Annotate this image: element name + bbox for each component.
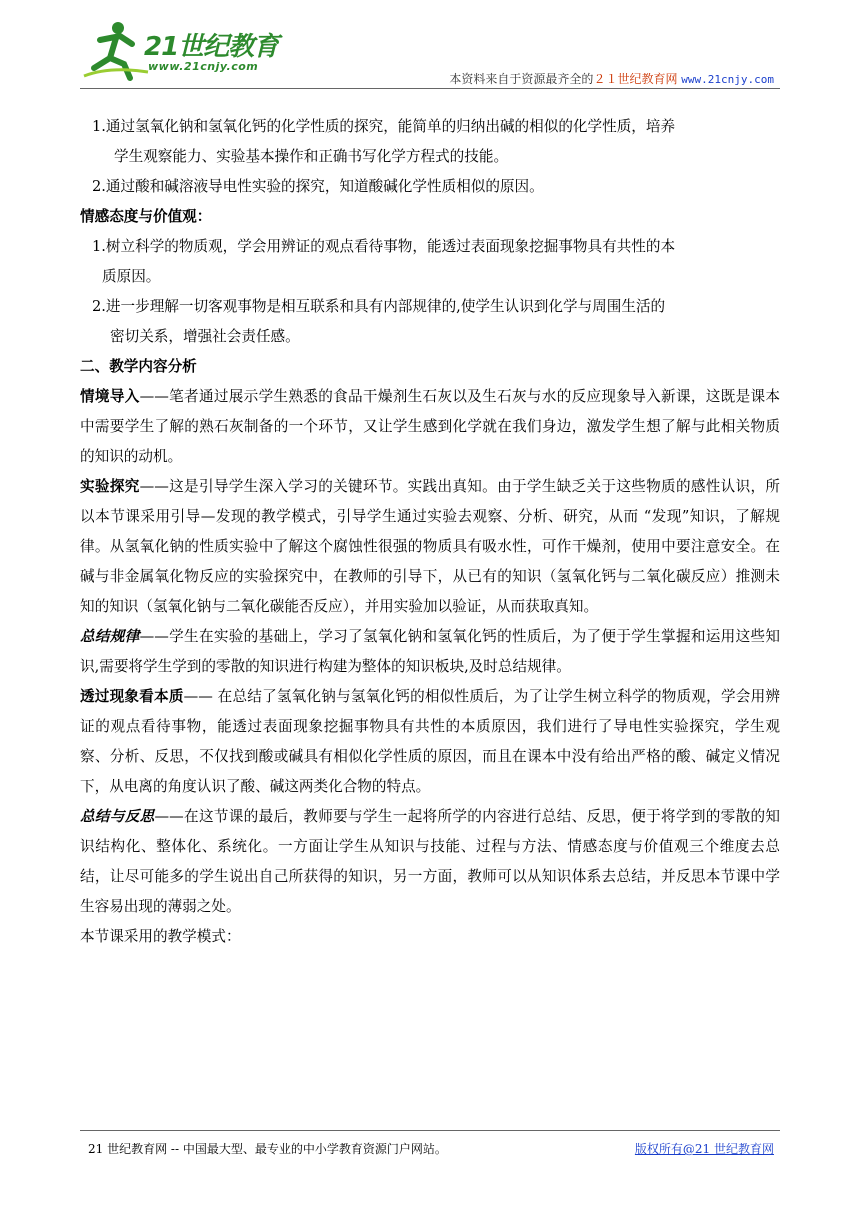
paragraph-keyword: 情境导入 xyxy=(80,388,140,405)
paragraph-experiment xyxy=(80,472,780,622)
paragraph-reflection xyxy=(80,802,780,922)
paragraph-text: ——这是引导学生深入学习的关键环节。实践出真知。由于学生缺乏关于这些物质的感性认识，所以本节课采用引导—发现的教学模式，引导学生通过实验去观察、分析、研究，从而 “发现”知识，了解规律。从氢氧化钠的性质实验中了解这个腐蚀性很强的物质具有吸水性，可作干燥剂，使用中要注意安全。在碱与非金属氧化物反应的实验探究中，在教师的引导下，从已有的知识（氢氧化钙与二氧化碳反应）推测未知的知识（氢氧化钠与二氧化碳能否反应），并用实验加以验证，从而获取真知。 xyxy=(80,478,780,615)
document-body xyxy=(80,112,780,952)
paragraph-text: ——笔者通过展示学生熟悉的食品干燥剂生石灰以及生石灰与水的反应现象导入新课，这既是课本中需要学生了解的熟石灰制备的一个环节，又让学生感到化学就在我们身边，激发学生想了解与此相关物质的知识的动机。 xyxy=(80,388,780,465)
logo-wordmark: 21世纪教育 xyxy=(144,32,279,62)
header-note-prefix: 本资料来自于资源最齐全的 xyxy=(449,72,594,86)
paragraph-keyword: 实验探究 xyxy=(80,478,140,495)
paragraph-text: ——在这节课的最后，教师要与学生一起将所学的内容进行总结、反思，便于将学到的零散的知识结构化、整体化、系统化。一方面让学生从知识与技能、过程与方法、情感态度与价值观三个维度去总结，让尽可能多的学生说出自己所获得的知识，另一方面，教师可以从知识体系去总结，并反思本节课中学生容易出现的薄弱之处。 xyxy=(80,808,780,915)
attitude-item-1: 1.树立科学的物质观，学会用辨证的观点看待事物，能透过表面现象挖掘事物具有共性的本 xyxy=(92,238,676,255)
skill-item-2: 2.通过酸和碱溶液导电性实验的探究，知道酸碱化学性质相似的原因。 xyxy=(92,178,544,195)
paragraph-text: ——学生在实验的基础上，学习了氢氧化钠和氢氧化钙的性质后，为了便于学生掌握和运用这些知识,需要将学生学到的零散的知识进行构建为整体的知识板块,及时总结规律。 xyxy=(80,628,780,675)
section-2-heading: 二、教学内容分析 xyxy=(80,358,197,375)
footer-copyright-link[interactable]: 版权所有@21 世纪教育网 xyxy=(634,1142,774,1156)
page-header xyxy=(80,18,780,88)
attitude-item-1-cont: 质原因。 xyxy=(102,268,161,285)
paragraph-summary-rules xyxy=(80,622,780,682)
paragraph-keyword: 透过现象看本质 xyxy=(80,688,184,705)
paragraph-keyword: 总结规律 xyxy=(80,628,140,645)
site-logo[interactable] xyxy=(80,18,300,82)
skill-item-1-cont: 学生观察能力、实验基本操作和正确书写化学方程式的技能。 xyxy=(114,148,509,165)
attitude-item-2-cont: 密切关系，增强社会责任感。 xyxy=(110,328,300,345)
header-note-url[interactable]: www.21cnjy.com xyxy=(681,73,774,86)
runner-logo-icon xyxy=(80,18,150,82)
closing-line: 本节课采用的教学模式： xyxy=(80,928,241,945)
header-divider xyxy=(80,88,780,89)
attitude-heading: 情感态度与价值观： xyxy=(80,208,212,225)
footer-divider xyxy=(80,1130,780,1131)
paragraph-text: —— 在总结了氢氧化钠与氢氧化钙的相似性质后，为了让学生树立科学的物质观，学会用辨证的观点看待事物，能透过表面现象挖掘事物具有共性的本质原因，我们进行了导电性实验探究，学生观察、分析、反思，不仅找到酸或碱具有相似化学性质的原因，而且在课本中没有给出严格的酸、碱定义情况下，从电离的角度认识了酸、碱这两类化合物的特点。 xyxy=(80,688,780,795)
logo-url: www.21cnjy.com xyxy=(148,60,259,73)
paragraph-situation xyxy=(80,382,780,472)
paragraph-essence xyxy=(80,682,780,802)
skill-item-1: 1.通过氢氧化钠和氢氧化钙的化学性质的探究，能简单的归纳出碱的相似的化学性质，培养 xyxy=(92,118,676,135)
paragraph-keyword: 总结与反思 xyxy=(80,808,155,825)
footer-site-description: 21 世纪教育网 -- 中国最大型、最专业的中小学教育资源门户网站。 xyxy=(88,1142,447,1156)
attitude-item-2: 2.进一步理解一切客观事物是相互联系和具有内部规律的,使学生认识到化学与周围生活的 xyxy=(92,298,666,315)
header-note xyxy=(449,70,774,87)
header-note-brand[interactable]: ２１世纪教育网 xyxy=(593,72,678,86)
